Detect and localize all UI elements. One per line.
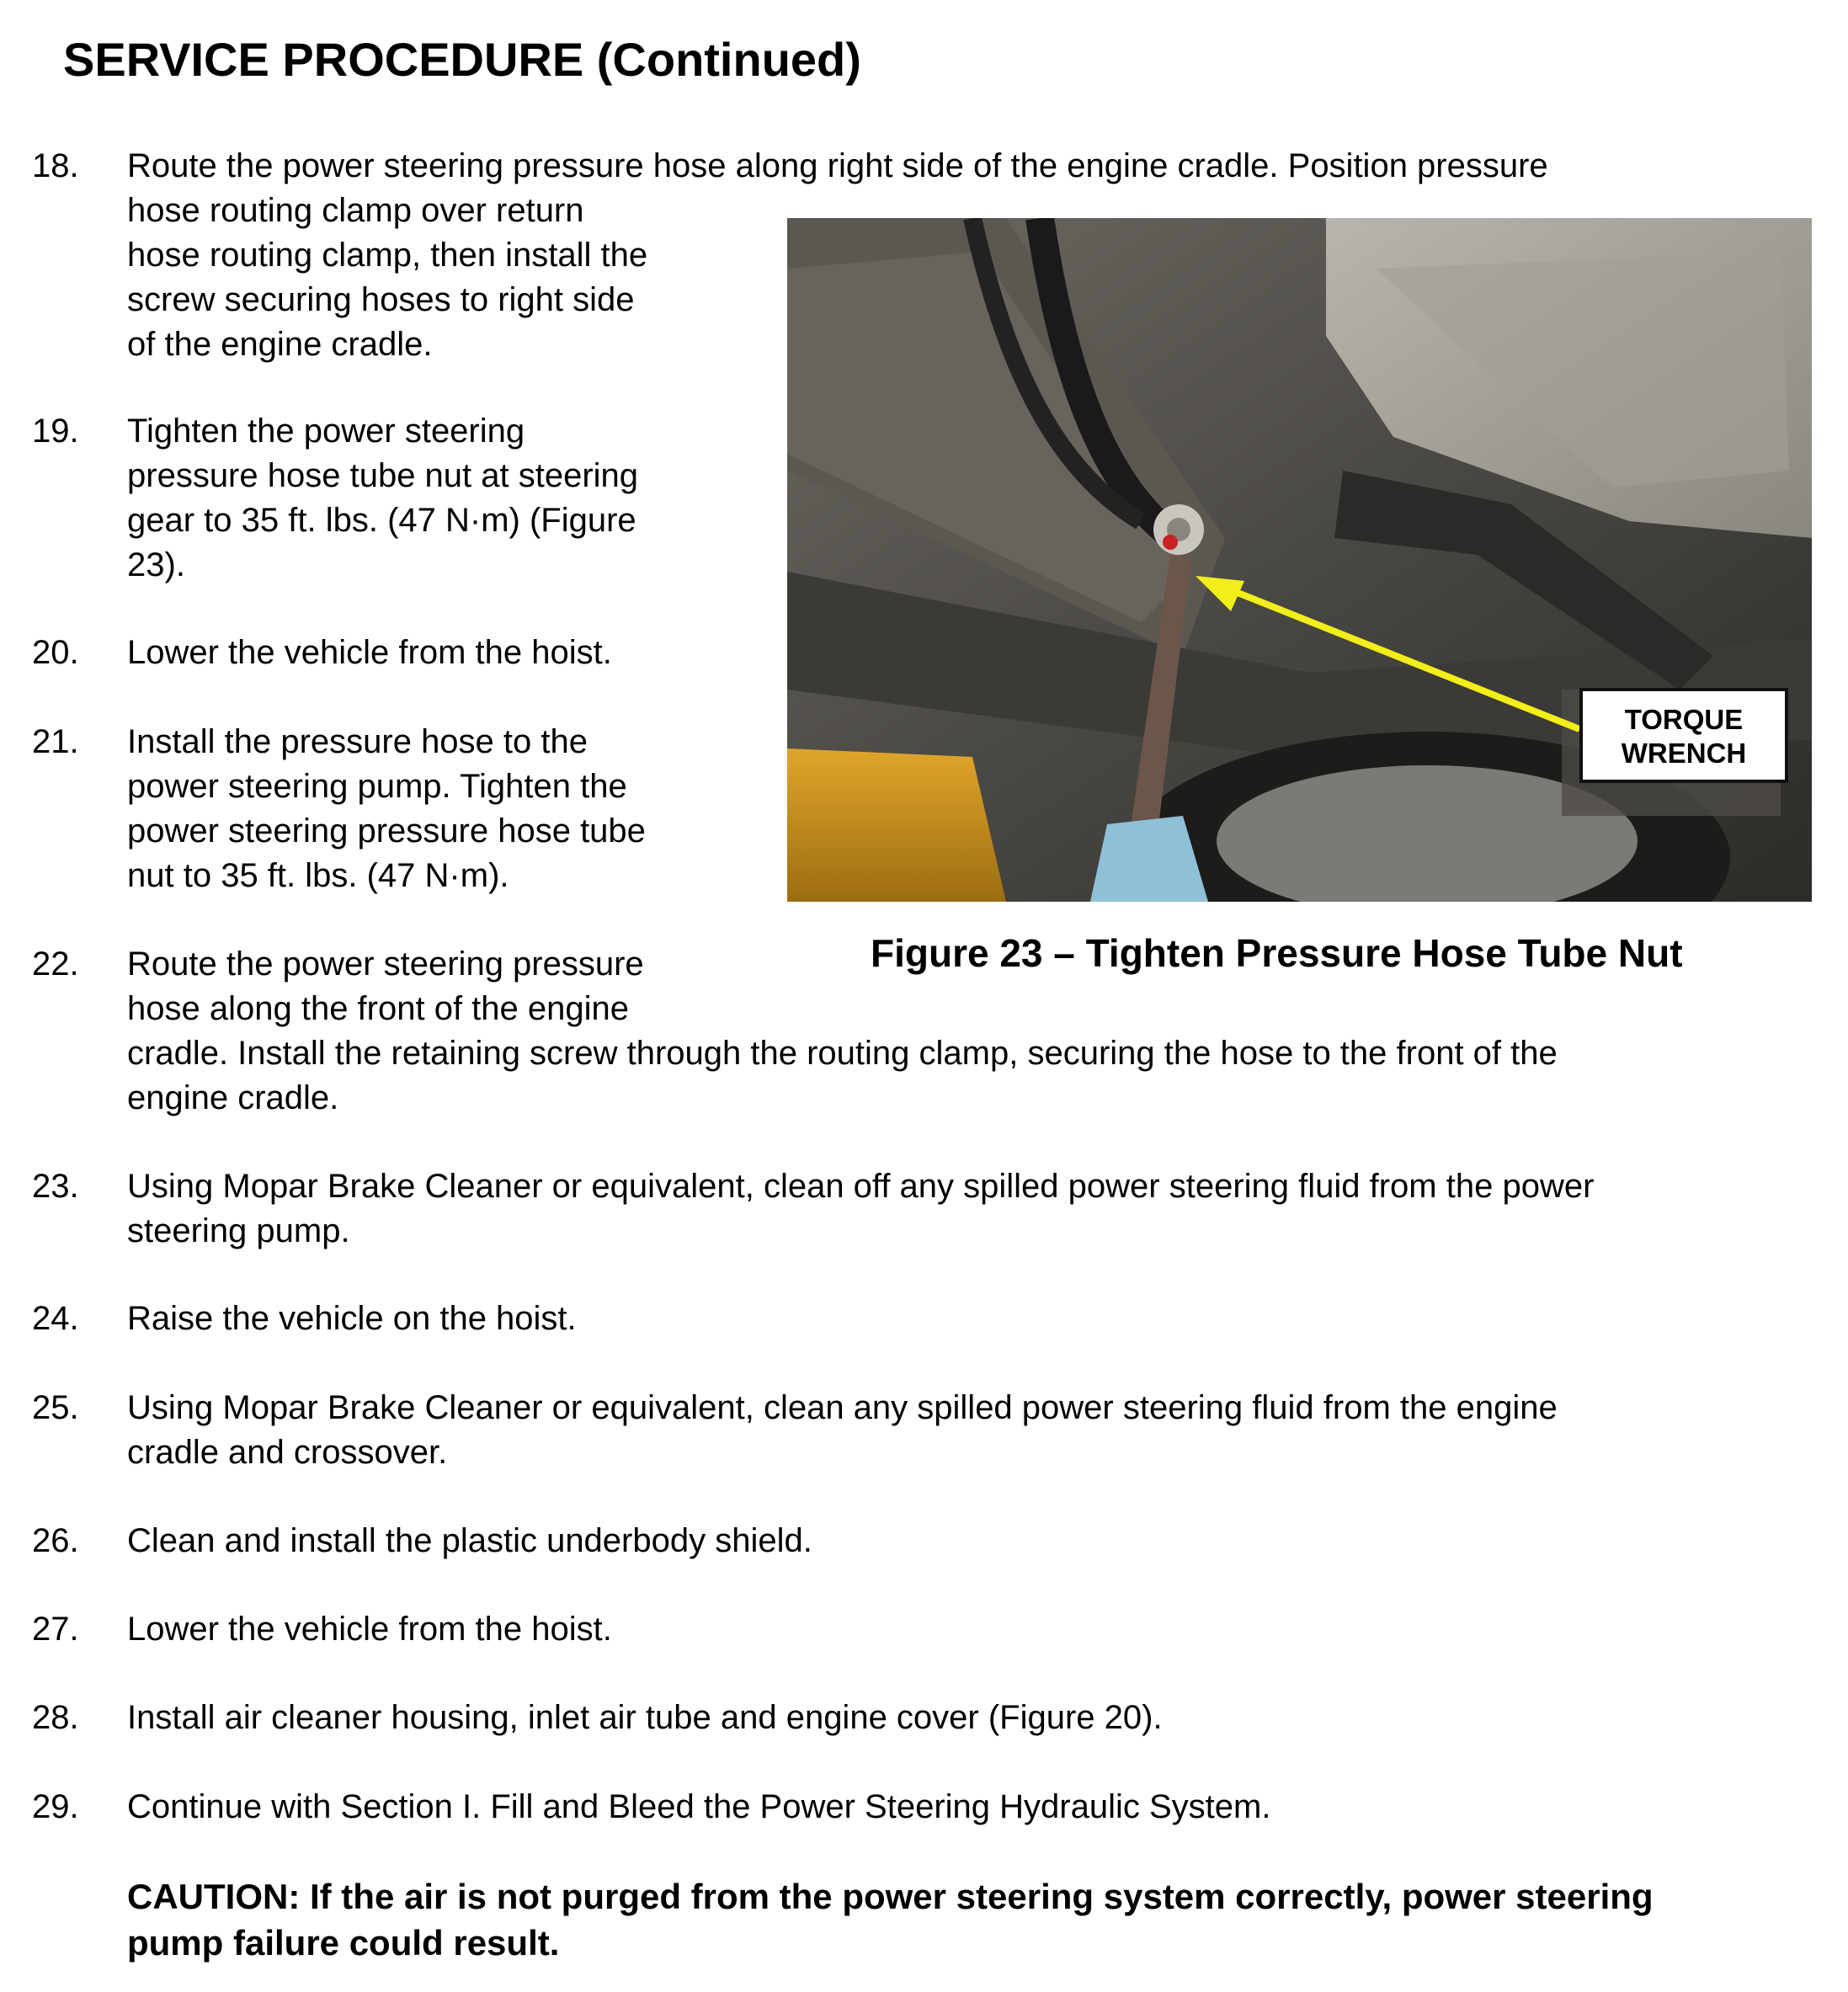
caution-line: CAUTION: If the air is not purged from the power steering system correctly, power steering bbox=[127, 1877, 1654, 1916]
callout-line: TORQUE bbox=[1624, 704, 1744, 735]
page-title: SERVICE PROCEDURE (Continued) bbox=[63, 33, 861, 86]
step-number: 28. bbox=[32, 1699, 79, 1736]
step-number: 20. bbox=[32, 634, 79, 671]
step-number: 29. bbox=[32, 1788, 79, 1825]
caution-line: pump failure could result. bbox=[127, 1923, 560, 1963]
step-line: steering pump. bbox=[127, 1212, 350, 1249]
step-line: 23). bbox=[127, 546, 185, 583]
step-number: 21. bbox=[32, 723, 79, 760]
arrow-shaft bbox=[1212, 583, 1579, 729]
torque-wrench-callout bbox=[1579, 688, 1788, 783]
step-line: Clean and install the plastic underbody shield. bbox=[127, 1522, 812, 1559]
step-line: nut to 35 ft. lbs. (47 N·m). bbox=[127, 857, 509, 894]
step-line: Install air cleaner housing, inlet air tube and engine cover (Figure 20). bbox=[127, 1699, 1163, 1736]
step-number: 19. bbox=[32, 413, 79, 450]
step-number: 24. bbox=[32, 1300, 79, 1337]
step-line: Lower the vehicle from the hoist. bbox=[127, 1611, 612, 1648]
step-line: Continue with Section I. Fill and Bleed the Power Steering Hydraulic System. bbox=[127, 1788, 1271, 1825]
step-line: screw securing hoses to right side bbox=[127, 281, 635, 318]
step-line: hose routing clamp, then install the bbox=[127, 237, 648, 274]
step-line: power steering pump. Tighten the bbox=[127, 768, 627, 805]
step-line: engine cradle. bbox=[127, 1079, 339, 1116]
step-number: 25. bbox=[32, 1389, 79, 1426]
step-number: 23. bbox=[32, 1168, 79, 1205]
step-line: cradle. Install the retaining screw through the routing clamp, securing the hose to the front of the bbox=[127, 1035, 1558, 1072]
step-line: Lower the vehicle from the hoist. bbox=[127, 634, 612, 671]
step-line: gear to 35 ft. lbs. (47 N·m) (Figure bbox=[127, 502, 636, 539]
step-line: Using Mopar Brake Cleaner or equivalent, clean off any spilled power steering fluid from the power bbox=[127, 1168, 1595, 1205]
arrow-head bbox=[1196, 576, 1244, 611]
step-line: of the engine cradle. bbox=[127, 326, 433, 363]
step-line: Tighten the power steering bbox=[127, 413, 525, 450]
step-line: pressure hose tube nut at steering bbox=[127, 457, 639, 494]
step-line: cradle and crossover. bbox=[127, 1434, 448, 1471]
step-line: Install the pressure hose to the bbox=[127, 723, 588, 760]
step-line: Route the power steering pressure bbox=[127, 945, 644, 983]
step-number: 26. bbox=[32, 1522, 79, 1559]
figure-caption: Figure 23 – Tighten Pressure Hose Tube Nut bbox=[871, 931, 1683, 975]
step-number: 27. bbox=[32, 1611, 79, 1648]
step-line: hose routing clamp over return bbox=[127, 192, 584, 229]
step-number: 22. bbox=[32, 945, 79, 983]
step-line: Route the power steering pressure hose along right side of the engine cradle. Position pressure bbox=[127, 147, 1548, 184]
step-line: hose along the front of the engine bbox=[127, 990, 630, 1027]
step-line: Raise the vehicle on the hoist. bbox=[127, 1300, 577, 1337]
step-line: power steering pressure hose tube bbox=[127, 812, 646, 850]
step-line: Using Mopar Brake Cleaner or equivalent, clean any spilled power steering fluid from the engine bbox=[127, 1389, 1558, 1426]
callout-line: WRENCH bbox=[1621, 738, 1747, 769]
step-number: 18. bbox=[32, 147, 79, 184]
